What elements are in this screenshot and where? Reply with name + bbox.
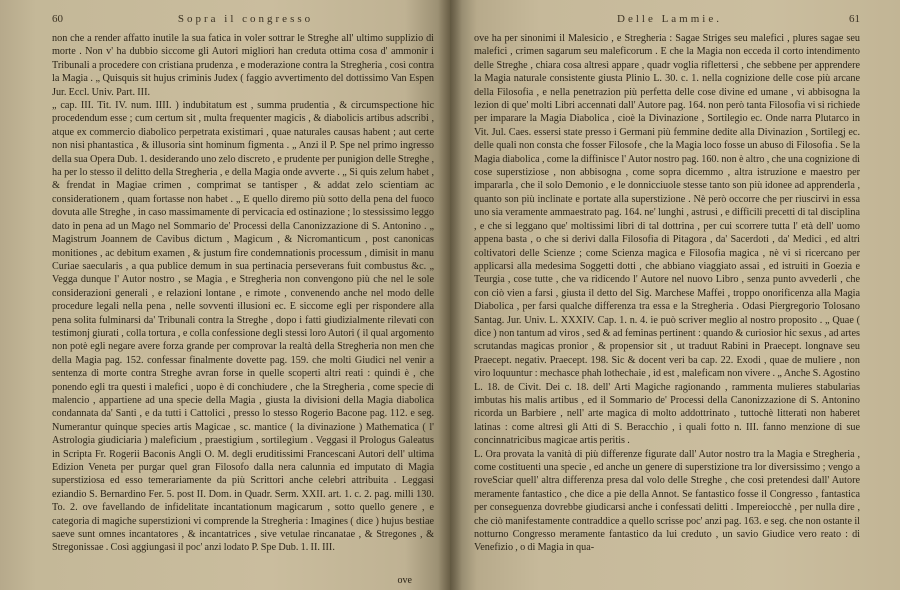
left-running-title: Sopra il congresso <box>177 13 314 25</box>
left-body-text: non che a render affatto inutile la sua fatica in voler sottrar le Streghe all' ultimo supplizio di morte . Non v' ha dubbio siccome gli Autori migliori han creduta ottima cosa d' ammonir i Tribunali a procedere con cristiana prudenza , e moderazione contra la Stregheria , così contra la Magia . „ Quisquis sit hujus criminis Judex ( faggio avvertimento del dottissimo Van Espen Jur. Eccl. Univ. Part. III. „ cap. III. Tit. IV. num. IIII. ) indubitatum est , summa prudentia , & circumspectione hic procedendum esse ; cum certum sit , multa frequenter magicis , & diabolicis artibus adscribi , atque ex commercio diabolico perpetrata existimari , quae naturales causas habent ; aut certe non nisi phantastica , & illusoria sint hominum figmenta . „ Anzi il P. Spe nel primo ingresso della sua Opera Dub. 1. desiderando uno zelo discreto , e prudente per punigion delle Streghe , ha per lo stesso il delitto della Stregheria , e della Magia onde avverte . „ Si quis zelum habet , & frendat in Magiae crimen , comprimat se tantisper , & addat zelo scientiam ac considerationem , quam fortasse non habet . „ E quello diremo più sotto della pena del fuoco dovuta alle Streghe , in caso massimamente di pervicacia ed ostinazione ; lo stessissimo leggo dato in pena ad un Mago nel Sommario de' Processi della Canonizzazione di S. Antonino . „ Magistrum Joannem de Cavibus dictum , Magicum , & Nicromanticum , post canonicas monitiones , ac debitum examen , & justum fire condemnationis processum , dimisit in manu Curiae saecularis , a qua publice demum in sua pertinacia perseverans fuit combustus &c. „ Vegga dunque l' Autor nostro , se Magia , e Stregheria non convengono più che nel le sole considerazioni generali , e relazioni lontane , e rimote , convenendo anche nel modo delle procedure legali nella pena , nelle sovventi illusioni ec. E siccome egli per rispondere alla pena solita fulminarsi da' Tribunali contra la Streghe , dopo i fatti giudizialmente rilevati con testimonj giurati , colla tortura , e colla confessione degli stessi loro Autori ( il qual argomento non potè egli negare avere forza grande per comprovar la realtà della Stregheria non men che della Magia pag. 152. confessar finalmente dovette pag. 159. che molti Giudici nel venir a sentenza di morte contra Streghe avran forse in quelle scoperti altri reati : quindi è , che ponendo egli tra questi i malefici , uopo è di conchiudere , che la Stregheria , come specie di malencio , appartiene ad una specie della Magia , giusta la divisioni della Magia diabolica condannata da' Santi , e da tutti i Cattolici , presso lo stesso Rogerio Bacone pag. 112. e seg. Numerantur quinque species artis Magicae , sc. mantice ( la divinazione ) Mathematica ( l' Astrologia giudiciaria ) maleficium , praestigium , sortilegium . Veggasi il Prologus Galeatus in Scripta Fr. Rogerii Baconis Angli O. M. degli eruditissimi Francescani Autori dell' ultima Edizion Veneta per purgar quel gran Filosofo dalla nera calunnia ed imputato di Magia superstiziosa ed esso temerariamente da più Scrittori anche celebri attribuita . Leggasi eziandio S. Bernardino Fer. 5. post II. Dom. in Quadr. Serm. XXII. art. 1. c. 2. pag. milli 130. To. 2. ove favellando de infidelitate incantationum magicarum , sotto quello genere , e categoria di magiche superstizioni vi comprende la Stregheria : Imagines ( dice ) hujus bestiae saeve sunt omnes incantatores , & incantatrices , sive vetulae rincanatae , & Stregones , & Stregonissae . Così aggiungasi il poc' anzi lodato P. Spe Dub. 1. II. III. <box>52 33 434 554</box>
left-running-head <box>52 6 434 32</box>
right-page <box>450 0 900 590</box>
left-page-number: 60 <box>52 13 63 25</box>
catchword: ove <box>397 575 412 586</box>
right-running-title: Delle Lammie. <box>617 13 722 25</box>
right-running-head <box>474 6 860 32</box>
right-body-text: ove ha per sinonimi il Malesicio , e Stregheria : Sagae Striges seu malefici , plures sagae seu malefici , crimen sagarum seu maleficorum . E che la Magia non ecceda il corto intendimento delle Streghe , chiara cosa altresì appare , quadr voglia riflettersi , che sebbene per apprendere la Magia naturale consistente giusta Plinio L. 30. c. 1. nella cognizione delle cose più arcane della Filosofia , e nella penetrazion più perfetta delle cose divine ed umane , vi abbisogna la lezion di que' molti Libri accennati dall' Autore pag. 164. non però tanta Filosofia vi si richiede per imparare la Magia Diabolica , cioè la Divinazione , Sortilegio ec. Onde narra Plutarco in Vit. Jul. Caes. essersi state presso i Germani più femmine dedite alla Divinazion , Sortilegj ec. delle quali non consta che fosser Filosofe , che la Magia loco fosse un abuso di Filosofia . Se la Magia diabolica , come la diffinisce l' Autor nostro pag. 160. non è altro , che una cognizione di cose superstiziose , non abbisogna , come sopra dicemmo , altra istruzione e maestro per impararla , che il solo Demonio , e le donnicciuole stesse tanto son più idonee ad apprenderla , quanto son più inclinate e portate alla superstizione . Nè però occorre che per riuscirvi in essa uno sia veramente ammaestrato pag. 164. ne' lunghi , astrusi , e difficili precetti di tal disciplina , e che si leggano que' moltissimi libri di tal dottrina , per cui scorrere tutta l' età dell' uomo appena basta , o che si derivi dalla Filosofia di Pitagora , da' Sacerdoti , da' Medici , ed altri coltivatori delle Scienze ; come Scienza magica e Filosofia magica , nè vi si ricercano per applicarsi alla medesima Soggetti dotti , che abbiano viaggiato assai , ed istruiti in Goezia e Teurgia , cose tutte , che va ridicendo l' Autore nel nuovo Libro , senza punto avvederli , che con ciò vien a farsi , giusta il detto del Sig. Marchese Maffei , troppo onorificenza alla Magia Diabolica , per farsi qualche differenza tra essa e la Stregheria . Odasi Piergregorio Tolosano Santag. Jur. Univ. L. XXXIV. Cap. 1. n. 4. ie può scriver meglio al nostro proposito . „ Quae ( dice ) non tantum ad viros , sed & ad feminas pertinent : quando & curiosior hic sexus , ad artes scrutandas magicas pronior , & propensior sit , ut traduut Rabini in Praecept. longnave seu Praecept. negativ. Praecept. 198. Sic & docent veri ba cap. 22. Exodi , quae de muliere , non viro loquuntur : mechasce phah lothechaie , id est , maleficam non vivere . „ Anche S. Agostino L. 18. de Civit. Dei c. 18. dell' Arti Magiche ragionando , rammenta mulieres stabularias imbutas his malis artibus , ed il Sommario de' Processi della Canonizzazione di S. Antonino ricorda un Barbiere , nell' arte magica di molto addottrinato , tuttochè litterati non haberet latinas : come altresì gli Atti di S. Beracchio , i quali fotto n. III. fanno menzione di sue concinnatricibus magicae artis peritis . L. Ora provata la vanità di più differenze figurate dall' Autor nostro tra la Magia e Stregheria , come costituenti una specie , ed anche un genere di superstizione tra lor diversissimo ; vengo a roveSciar quell' altra differenza presa dal volo delle Streghe , che così pretendesi dall' Autore meramente fantastico , che dice a pie della Annot. Se fantastico fosse il Congresso , fantastica per conseguenza dovrebbe giudicarsi anche i confessati delitti . Impereiocchè , per nulla dire , che ciò manifestamente contraddice a quello scrisse poc' anzi pag. 163. e seg. che non ostante il notturno Congresso meramente fantastico da lui creduto , un savio Giudice vero reato : di Venefizio , o di Magia in qua- <box>474 33 860 554</box>
right-page-number: 61 <box>849 13 860 25</box>
